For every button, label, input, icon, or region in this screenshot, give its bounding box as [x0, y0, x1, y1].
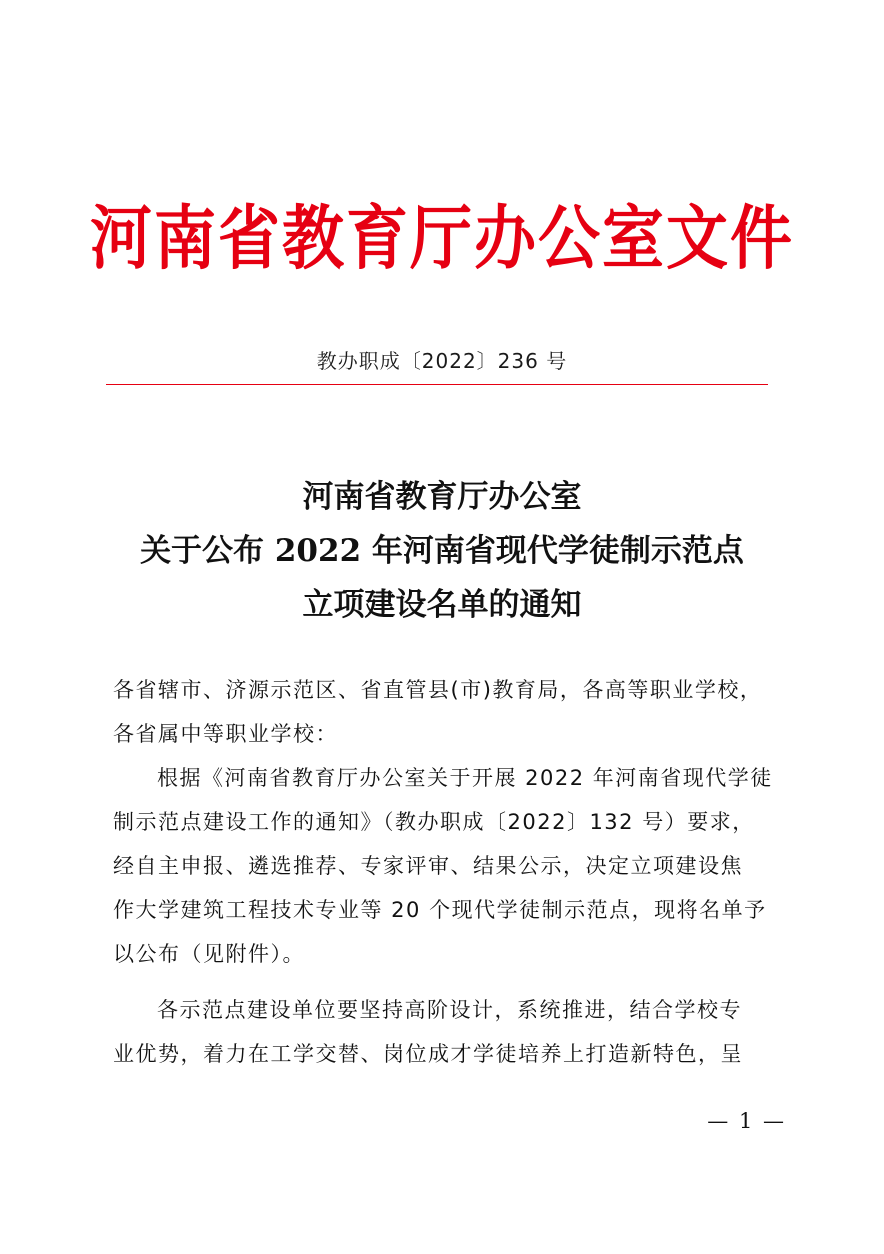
- notice-title-line-3: 立项建设名单的通知: [302, 587, 582, 623]
- addressee-line-1: 各省辖市、济源示范区、省直管县(市)教育局，各高等职业学校，: [113, 678, 763, 702]
- masthead-title: 河南省教育厅办公室文件: [89, 196, 794, 279]
- paragraph-1-line-3: 经自主申报、遴选推荐、专家评审、结果公示，决定立项建设焦: [113, 854, 743, 878]
- notice-body: [113, 668, 785, 1076]
- paragraph-2-line-2: 业优势，着力在工学交替、岗位成才学徒培养上打造新特色，呈: [113, 1042, 743, 1066]
- notice-title: [0, 470, 884, 632]
- paragraph-1-line-4: 作大学建筑工程技术专业等 20 个现代学徒制示范点，现将名单予: [113, 898, 767, 922]
- document-number: 教办职成〔2022〕236 号: [316, 349, 568, 373]
- paragraph-2: [113, 988, 785, 1076]
- red-divider-line: [106, 384, 768, 385]
- paragraph-2-line-1: 各示范点建设单位要坚持高阶设计，系统推进，结合学校专: [157, 998, 742, 1022]
- paragraph-1-line-2: 制示范点建设工作的通知》（教办职成〔2022〕132 号）要求，: [113, 810, 755, 834]
- notice-title-line-1: 河南省教育厅办公室: [302, 479, 582, 515]
- paragraph-1-line-1: 根据《河南省教育厅办公室关于开展 2022 年河南省现代学徒: [157, 766, 773, 790]
- paragraph-1-line-5: 以公布（见附件）。: [113, 942, 305, 966]
- addressee-line-2: 各省属中等职业学校：: [113, 722, 338, 746]
- page-number: — 1 —: [707, 1109, 786, 1133]
- paragraph-1: [113, 756, 785, 976]
- notice-title-line-2: 关于公布 2022 年河南省现代学徒制示范点: [140, 533, 744, 569]
